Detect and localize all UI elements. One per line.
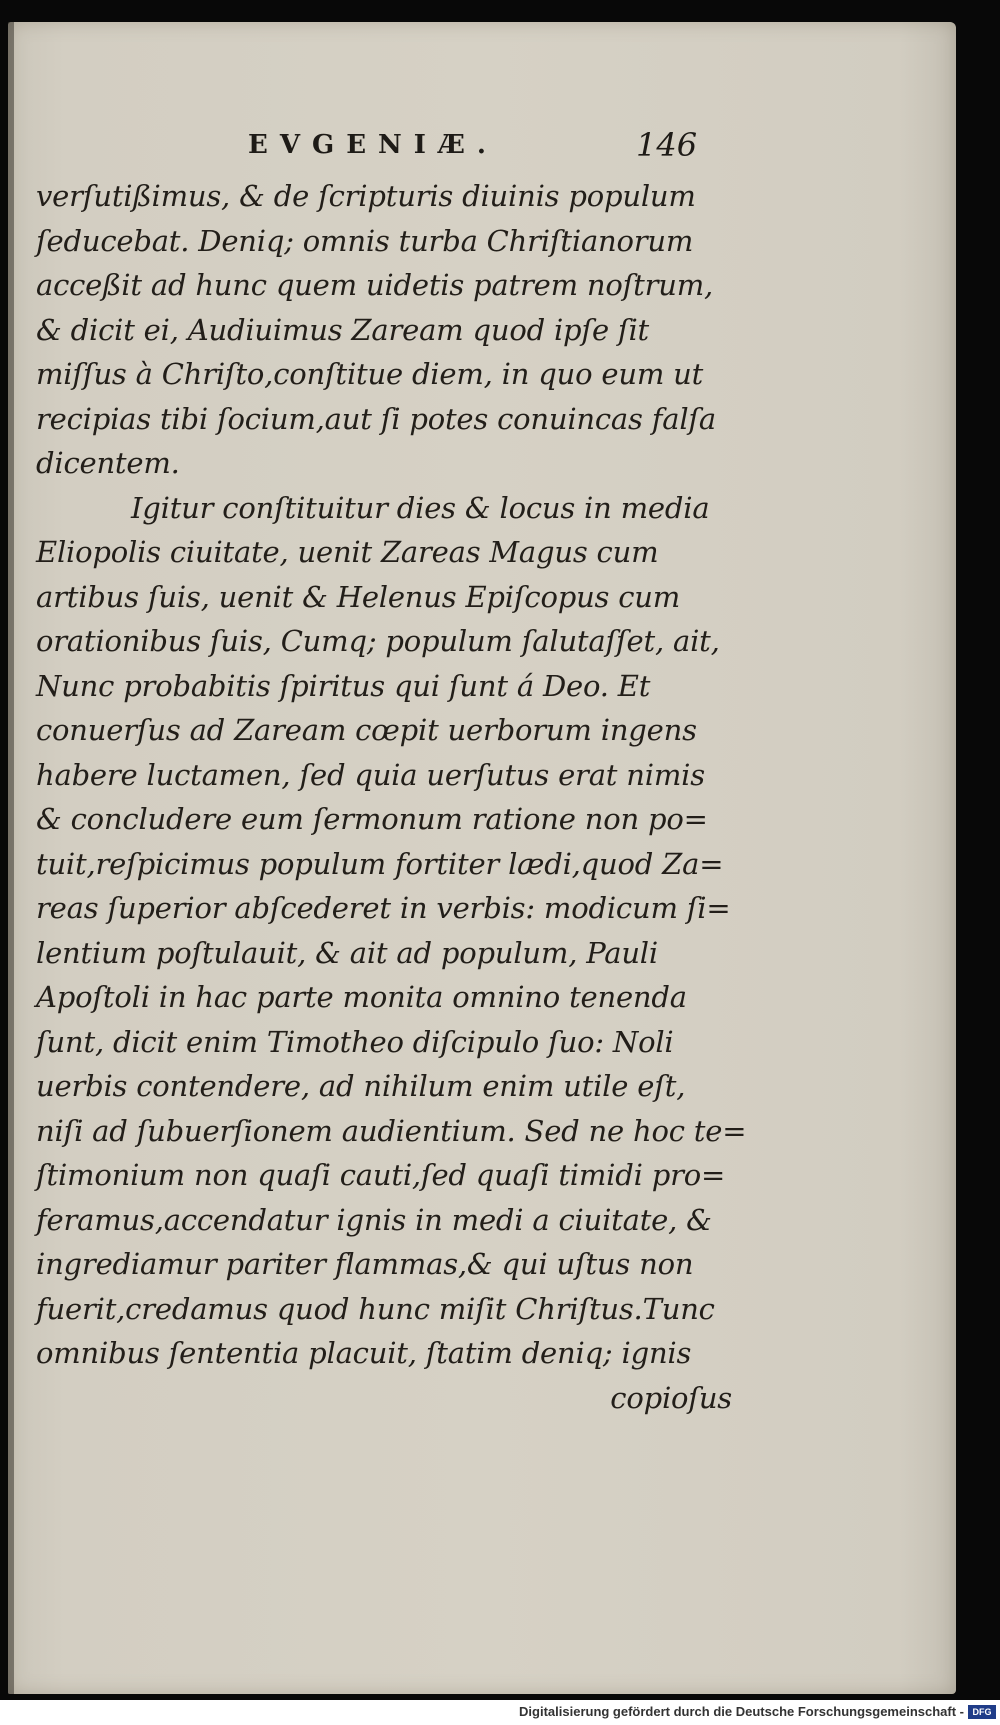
text-line: uerbis contendere, ad nihilum enim utile eſt, xyxy=(36,1069,686,1103)
catchword: copioſus xyxy=(610,1380,732,1415)
text-line: Eliopolis ciuitate, uenit Zareas Magus cum xyxy=(36,535,659,569)
text-line: ingrediamur pariter flammas,& qui uſtus non xyxy=(36,1247,694,1281)
text-line: feramus,accendatur ignis in medi a ciuitate, & xyxy=(36,1202,712,1237)
text-line: Nunc probabitis ſpiritus qui ſunt á Deo. Et xyxy=(36,668,651,703)
text-line: & dicit ei, Audiuimus Zaream quod ipſe ſit xyxy=(36,312,649,347)
text-line: dicentem. xyxy=(36,446,180,480)
text-line: Apoſtoli in hac parte monita omnino tenenda xyxy=(36,980,687,1014)
text-line: ſtimonium non quaſi cauti,ſed quaſi timidi pro= xyxy=(36,1158,726,1192)
text-line: acceßit ad hunc quem uidetis patrem noſtrum, xyxy=(36,268,714,302)
page-number: 146 xyxy=(636,126,698,164)
text-line: Igitur conſtituitur dies & locus in media xyxy=(131,490,710,525)
text-line: lentium poſtulauit, & ait ad populum, Pauli xyxy=(36,935,658,970)
text-line: miſſus à Chriſto,conſtitue diem, in quo eum ut xyxy=(36,357,704,391)
text-line: recipias tibi ſocium,aut ſi potes conuincas falſa xyxy=(36,401,717,436)
text-line: omnibus ſententia placuit, ſtatim deniq; ignis xyxy=(36,1336,692,1370)
page-header xyxy=(8,126,956,170)
text-line: habere luctamen, ſed quia uerſutus erat nimis xyxy=(36,757,705,792)
book-page xyxy=(8,22,956,1694)
running-head: EVGENIÆ. xyxy=(248,130,498,160)
text-line: tuit,reſpicimus populum fortiter lædi,quod Za= xyxy=(36,846,724,881)
text-line: reas ſuperior abſcederet in verbis: modicum ſi= xyxy=(36,891,731,925)
text-line: verſutißimus, & de ſcripturis diuinis populum xyxy=(36,179,696,213)
text-line: ſeducebat. Deniq; omnis turba Chriſtianorum xyxy=(36,223,694,258)
text-line: fuerit,credamus quod hunc miſit Chriſtus.Tunc xyxy=(36,1291,715,1326)
dfg-logo-icon: DFG xyxy=(968,1705,996,1719)
body-text xyxy=(36,174,747,1420)
text-line: niſi ad ſubuerſionem audientium. Sed ne hoc te= xyxy=(36,1113,747,1148)
digitization-credit: Digitalisierung gefördert durch die Deutsche Forschungsgemeinschaft - xyxy=(519,1704,964,1719)
text-line: ſunt, dicit enim Timotheo diſcipulo ſuo: Noli xyxy=(36,1024,674,1059)
text-line: & concludere eum ſermonum ratione non po= xyxy=(36,802,708,836)
text-line: artibus ſuis, uenit & Helenus Epiſcopus cum xyxy=(36,579,681,614)
text-line: conuerſus ad Zaream cœpit uerborum ingens xyxy=(36,713,697,747)
text-line: orationibus ſuis, Cumq; populum ſalutaſſet, ait, xyxy=(36,624,720,658)
footer-bar xyxy=(0,1700,1000,1725)
